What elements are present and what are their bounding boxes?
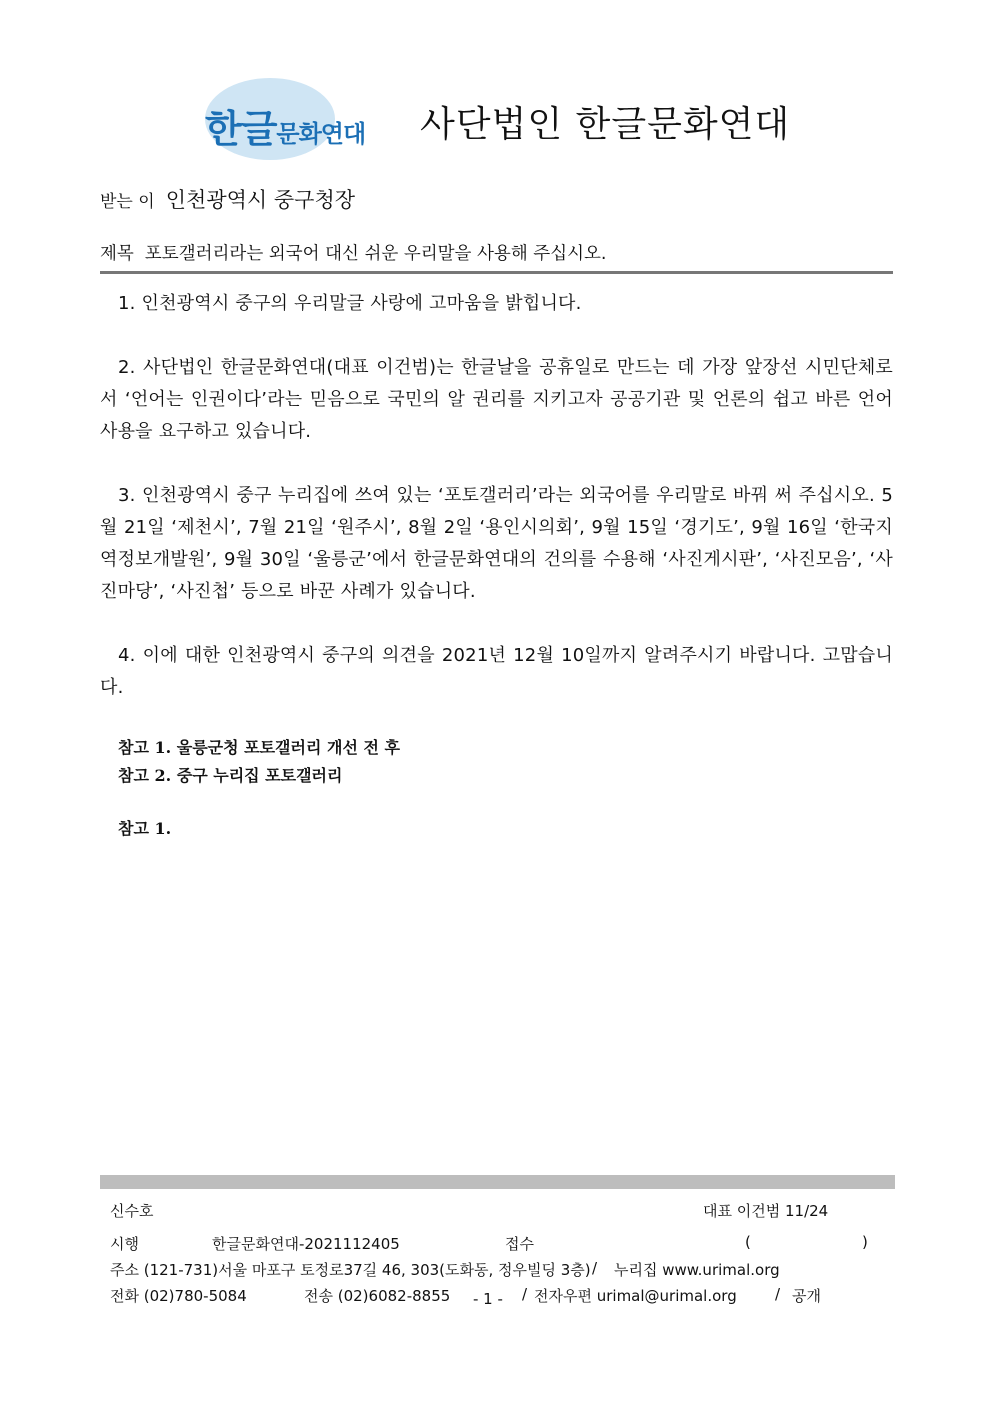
paragraph-4: 4. 이에 대한 인천광역시 중구의 의견을 2021년 12월 10일까지 알려주시기 바랍니다. 고맙습니다. xyxy=(100,645,893,698)
letter-body xyxy=(100,288,893,736)
phone: 전화 (02)780-5084 xyxy=(110,1287,247,1305)
website: 누리집 www.urimal.org xyxy=(614,1261,780,1279)
address: 주소 (121-731)서울 마포구 토정로37길 46, 303(도화동, 정우빌딩 3층) xyxy=(110,1261,591,1279)
email: 전자우편 urimal@urimal.org xyxy=(534,1287,737,1305)
subject-label: 제목 xyxy=(100,244,134,264)
separator-1: / xyxy=(592,1259,598,1277)
paragraph-2: 2. 사단법인 한글문화연대(대표 이건범)는 한글날을 공휴일로 만드는 데 가장 앞장선 시민단체로서 ‘언어는 인권이다’라는 믿음으로 국민의 알 권리를 지키고자 공공기관 및 언론의 쉽고 바른 언어 사용을 요구하고 있습니다. xyxy=(100,357,893,442)
reference-heading: 참고 1. xyxy=(118,819,172,838)
drafter: 신수호 xyxy=(110,1202,154,1220)
paragraph-1: 1. 인천광역시 중구의 우리말글 사랑에 고마움을 밝힙니다. xyxy=(118,293,582,314)
separator-3: / xyxy=(775,1285,781,1303)
disclosure: 공개 xyxy=(792,1287,821,1305)
logo xyxy=(205,98,365,153)
receipt-label: 접수 xyxy=(505,1235,534,1253)
footer-divider xyxy=(100,1175,895,1189)
page-number: - 1 - xyxy=(473,1290,503,1308)
receipt-close-paren: ) xyxy=(862,1233,868,1251)
receipt-open-paren: ( xyxy=(745,1233,751,1251)
enforce-value: 한글문화연대-2021112405 xyxy=(212,1235,400,1253)
reference-2: 참고 2. 중구 누리집 포토갤러리 xyxy=(118,766,343,785)
subject-line xyxy=(100,240,893,274)
recipient-value: 인천광역시 중구청장 xyxy=(165,188,356,212)
enforce-label: 시행 xyxy=(110,1235,139,1253)
paragraph-3: 3. 인천광역시 중구 누리집에 쓰여 있는 ‘포토갤러리’라는 외국어를 우리말로 바꿔 써 주십시오. 5월 21일 ‘제천시’, 7월 21일 ‘원주시’, 8월 2일 ‘용인시의회’, 9월 15일 ‘경기도’, 9월 16일 ‘한국지역정보개발원’, 9월 30일 ‘울릉군’에서 한글문화연대의 건의를 수용해 ‘사진게시판’, ‘사진모음’, ‘사진마당’, ‘사진첩’ 등으로 바꾼 사례가 있습니다. xyxy=(100,485,893,602)
references xyxy=(118,734,400,843)
fax: 전송 (02)6082-8855 xyxy=(304,1287,451,1305)
approver: 대표 이건범 11/24 xyxy=(703,1202,829,1220)
reference-1: 참고 1. 울릉군청 포토갤러리 개선 전 후 xyxy=(118,738,400,757)
logo-small-text: 문화연대 xyxy=(276,120,366,148)
separator-2: / xyxy=(522,1285,528,1303)
org-title: 사단법인 한글문화연대 xyxy=(420,104,791,145)
logo-big-text: 한글 xyxy=(205,107,277,151)
recipient-label: 받는 이 xyxy=(100,192,155,212)
recipient-line xyxy=(100,184,355,214)
subject-value: 포토갤러리라는 외국어 대신 쉬운 우리말을 사용해 주십시오. xyxy=(144,244,607,264)
